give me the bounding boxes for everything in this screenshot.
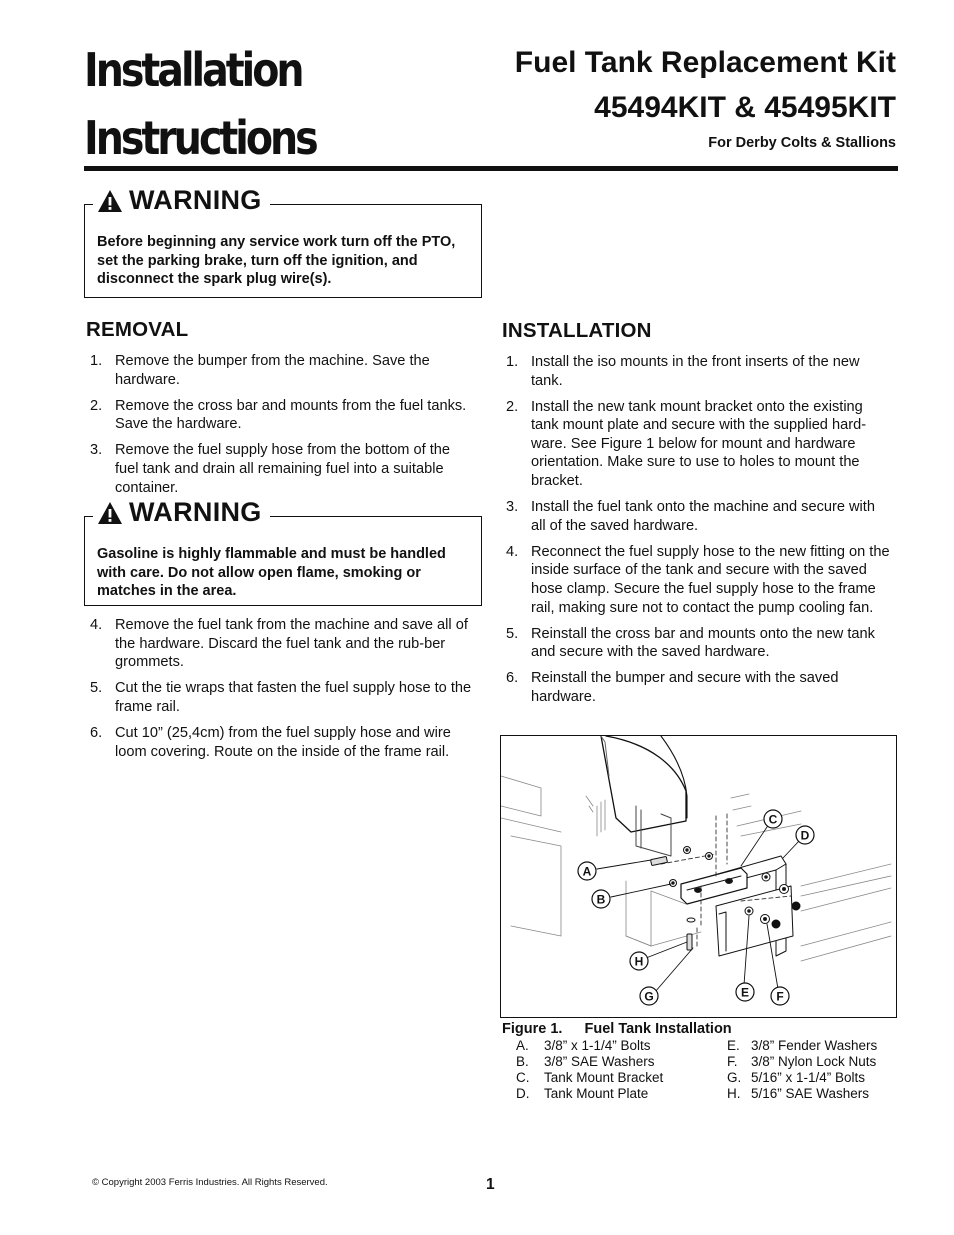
- warning-box-gasoline: [84, 497, 482, 606]
- list-item: 4. Reconnect the fuel supply hose to the new fitting on the inside surface of the tank and secure with the saved hose clamp. Secure the fuel supply hose to the frame rail, making sure not to contact the pump cooling fan.: [506, 543, 890, 616]
- kit-subtitle: For Derby Colts & Stallions: [708, 135, 896, 151]
- callout-label-g: G: [644, 989, 654, 1004]
- warning-box-service: [84, 185, 482, 298]
- list-item: 3. Install the fuel tank onto the machine and secure with all of the saved hardware.: [506, 499, 875, 534]
- legend-item: D. Tank Mount Plate: [516, 1086, 649, 1101]
- warning-triangle-icon: [97, 189, 123, 213]
- callout-label-f: F: [776, 989, 784, 1004]
- legend-item: B. 3/8” SAE Washers: [516, 1054, 655, 1069]
- legend-item: G. 5/16” x 1-1/4” Bolts: [727, 1070, 866, 1085]
- kit-title-line-2: 45494KIT & 45495KIT: [594, 91, 896, 124]
- warning-label: WARNING: [129, 185, 262, 215]
- list-item: 6. Reinstall the bumper and secure with the saved hardware.: [506, 670, 839, 705]
- copyright-notice: © Copyright 2003 Ferris Industries. All Rights Reserved.: [92, 1177, 328, 1188]
- figure-fuel-tank-installation: [500, 735, 897, 1018]
- warning-triangle-icon: [97, 501, 123, 525]
- callout-label-c: C: [768, 812, 778, 827]
- header-rule: [84, 166, 898, 171]
- figure-legend-left: [516, 1038, 663, 1102]
- removal-steps-1: [90, 352, 475, 505]
- callout-label-b: B: [596, 892, 606, 907]
- list-item: 3. Remove the fuel supply hose from the bottom of the fuel tank and drain all remaining fuel into a suitable container.: [90, 442, 451, 496]
- warning-label: WARNING: [129, 497, 262, 527]
- warning-heading: [93, 185, 270, 216]
- legend-item: F. 3/8” Nylon Lock Nuts: [727, 1054, 877, 1069]
- list-item: 1. Remove the bumper from the machine. Save the hardware.: [90, 353, 430, 388]
- list-item: 5. Reinstall the cross bar and mounts onto the new tank and secure with the saved hardware.: [506, 625, 875, 661]
- list-item: 1. Install the iso mounts in the front inserts of the new tank.: [506, 354, 860, 389]
- warning-text: Before beginning any service work turn off the PTO, set the parking brake, turn off the ignition, and disconnect the spark plug wire(s).: [97, 234, 456, 287]
- page-number: 1: [486, 1176, 495, 1193]
- legend-item: C. Tank Mount Bracket: [516, 1070, 664, 1085]
- figure-number: Figure 1.: [502, 1021, 563, 1037]
- removal-heading: REMOVAL: [86, 318, 189, 341]
- list-item: 2. Install the new tank mount bracket onto the existing tank mount plate and secure with the supplied hard-ware. See Figure 1 below for mount and hardware orientation. Make sure to use to holes to mount the bracket.: [506, 398, 867, 490]
- installation-heading: INSTALLATION: [502, 319, 652, 342]
- warning-text: Gasoline is highly flammable and must be handled with care. Do not allow open flame, smoking or matches in the area.: [97, 546, 446, 599]
- figure-title: Fuel Tank Installation: [584, 1021, 732, 1037]
- callout-label-a: A: [582, 864, 592, 879]
- installation-steps: [506, 353, 891, 714]
- legend-item: H. 5/16” SAE Washers: [727, 1086, 870, 1101]
- warning-heading: [93, 497, 270, 528]
- callout-label-d: D: [800, 828, 810, 843]
- document-title: [84, 36, 316, 172]
- kit-title-line-1: Fuel Tank Replacement Kit: [514, 46, 896, 79]
- callout-label-h: H: [634, 954, 644, 969]
- figure-legend-right: [727, 1038, 877, 1102]
- list-item: 6. Cut 10” (25,4cm) from the fuel supply hose and wire loom covering. Route on the inside of the frame rail.: [90, 724, 451, 760]
- fuel-tank-diagram: [501, 736, 897, 1018]
- callout-label-e: E: [740, 985, 750, 1000]
- legend-item: E. 3/8” Fender Washers: [727, 1038, 878, 1053]
- list-item: 2. Remove the cross bar and mounts from the fuel tanks. Save the hardware.: [90, 397, 467, 433]
- list-item: 5. Cut the tie wraps that fasten the fuel supply hose to the frame rail.: [90, 680, 472, 715]
- legend-item: A. 3/8” x 1-1/4” Bolts: [516, 1038, 651, 1053]
- figure-caption: [502, 1021, 732, 1037]
- title-line-1: Installation: [84, 43, 302, 97]
- title-line-2: Instructions: [84, 111, 316, 165]
- list-item: 4. Remove the fuel tank from the machine and save all of the hardware. Discard the fuel tank and the rub-ber grommets.: [90, 617, 468, 671]
- kit-title: [515, 40, 896, 130]
- removal-steps-2: [90, 616, 475, 769]
